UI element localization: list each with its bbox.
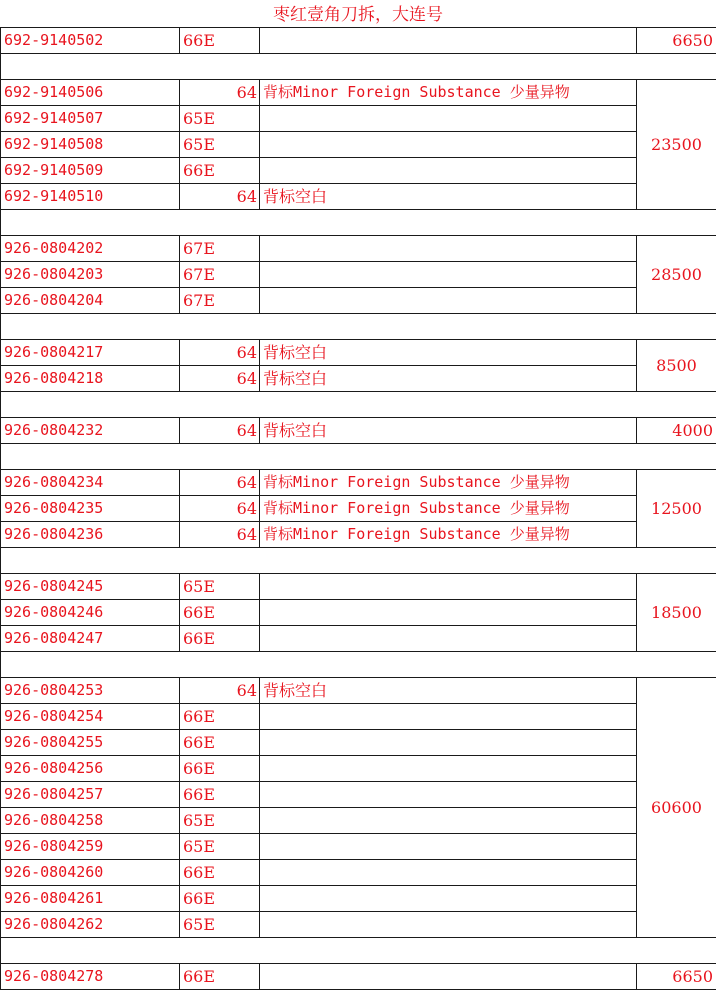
table-row xyxy=(1,262,716,288)
grade-cell[interactable]: 66E xyxy=(180,964,260,990)
note-cell[interactable]: 背标空白 xyxy=(260,366,637,392)
serial-number-cell[interactable]: 926-0804256 xyxy=(1,756,180,782)
serial-number-cell[interactable]: 692-9140507 xyxy=(1,106,180,132)
grade-cell[interactable]: 64 xyxy=(180,340,260,366)
grade-cell[interactable]: 64 xyxy=(180,418,260,444)
note-cell[interactable] xyxy=(260,808,637,834)
note-cell[interactable] xyxy=(260,782,637,808)
serial-number-cell[interactable]: 692-9140509 xyxy=(1,158,180,184)
price-cell[interactable]: 12500 xyxy=(637,470,716,548)
note-cell[interactable] xyxy=(260,132,637,158)
serial-number-cell[interactable]: 926-0804234 xyxy=(1,470,180,496)
price-cell[interactable]: 60600 xyxy=(637,678,716,938)
table-row xyxy=(1,158,716,184)
grade-cell[interactable]: 66E xyxy=(180,782,260,808)
grade-cell[interactable]: 66E xyxy=(180,730,260,756)
note-cell[interactable]: 背标空白 xyxy=(260,418,637,444)
table-row xyxy=(1,886,716,912)
grade-cell[interactable]: 66E xyxy=(180,860,260,886)
grade-cell[interactable]: 65E xyxy=(180,132,260,158)
grade-cell[interactable]: 66E xyxy=(180,626,260,652)
serial-number-cell[interactable]: 926-0804232 xyxy=(1,418,180,444)
table-row xyxy=(1,288,716,314)
price-cell[interactable]: 8500 xyxy=(637,340,716,392)
note-cell[interactable] xyxy=(260,288,637,314)
grade-cell[interactable]: 64 xyxy=(180,366,260,392)
table-row xyxy=(1,808,716,834)
note-cell[interactable] xyxy=(260,600,637,626)
table-row xyxy=(1,964,716,990)
separator-cell xyxy=(1,938,716,964)
note-cell[interactable]: 背标Minor Foreign Substance 少量异物 xyxy=(260,80,637,106)
serial-number-cell[interactable]: 926-0804259 xyxy=(1,834,180,860)
grade-cell[interactable]: 64 xyxy=(180,470,260,496)
serial-number-cell[interactable]: 926-0804235 xyxy=(1,496,180,522)
note-cell[interactable] xyxy=(260,886,637,912)
price-cell[interactable]: 28500 xyxy=(637,236,716,314)
table-row xyxy=(1,340,716,366)
note-cell[interactable] xyxy=(260,236,637,262)
table-row xyxy=(1,28,716,54)
serial-number-cell[interactable]: 926-0804260 xyxy=(1,860,180,886)
table-row xyxy=(1,704,716,730)
separator-row xyxy=(1,210,716,236)
note-cell[interactable]: 背标Minor Foreign Substance 少量异物 xyxy=(260,470,637,496)
price-cell[interactable]: 6650 xyxy=(637,28,716,54)
serial-number-cell[interactable]: 692-9140506 xyxy=(1,80,180,106)
serial-number-cell[interactable]: 926-0804254 xyxy=(1,704,180,730)
price-cell[interactable]: 23500 xyxy=(637,80,716,210)
separator-cell xyxy=(1,548,716,574)
note-cell[interactable]: 背标空白 xyxy=(260,184,637,210)
separator-cell xyxy=(1,652,716,678)
serial-number-cell[interactable]: 926-0804261 xyxy=(1,886,180,912)
serial-number-cell[interactable]: 926-0804218 xyxy=(1,366,180,392)
table-row xyxy=(1,470,716,496)
separator-row xyxy=(1,444,716,470)
grade-cell[interactable]: 66E xyxy=(180,158,260,184)
note-cell[interactable]: 背标空白 xyxy=(260,678,637,704)
note-cell[interactable] xyxy=(260,28,637,54)
separator-row xyxy=(1,392,716,418)
serial-number-cell[interactable]: 926-0804236 xyxy=(1,522,180,548)
table-row xyxy=(1,80,716,106)
sheet-title: 枣红壹角刀拆，大连号 xyxy=(0,3,716,27)
serial-number-cell[interactable]: 926-0804202 xyxy=(1,236,180,262)
table-row xyxy=(1,860,716,886)
serial-number-cell[interactable]: 926-0804278 xyxy=(1,964,180,990)
grade-cell[interactable]: 66E xyxy=(180,600,260,626)
separator-row xyxy=(1,652,716,678)
serial-number-cell[interactable]: 926-0804257 xyxy=(1,782,180,808)
grade-cell[interactable]: 64 xyxy=(180,678,260,704)
table-row xyxy=(1,496,716,522)
table-row xyxy=(1,418,716,444)
grade-cell[interactable]: 65E xyxy=(180,912,260,938)
table-row xyxy=(1,600,716,626)
note-cell[interactable] xyxy=(260,262,637,288)
grade-cell[interactable]: 66E xyxy=(180,886,260,912)
grade-cell[interactable]: 66E xyxy=(180,756,260,782)
table-row xyxy=(1,106,716,132)
table-row xyxy=(1,730,716,756)
table-row xyxy=(1,834,716,860)
grade-cell[interactable]: 65E xyxy=(180,106,260,132)
note-cell[interactable] xyxy=(260,158,637,184)
table-row xyxy=(1,574,716,600)
table-row xyxy=(1,912,716,938)
price-cell[interactable]: 18500 xyxy=(637,574,716,652)
note-cell[interactable]: 背标Minor Foreign Substance 少量异物 xyxy=(260,496,637,522)
table-row xyxy=(1,184,716,210)
grade-cell[interactable]: 64 xyxy=(180,522,260,548)
note-cell[interactable] xyxy=(260,964,637,990)
table-row xyxy=(1,678,716,704)
separator-cell xyxy=(1,392,716,418)
note-cell[interactable] xyxy=(260,704,637,730)
separator-cell xyxy=(1,314,716,340)
table-row xyxy=(1,236,716,262)
price-cell[interactable]: 6650 xyxy=(637,964,716,990)
serial-number-cell[interactable]: 926-0804204 xyxy=(1,288,180,314)
note-cell[interactable] xyxy=(260,574,637,600)
note-cell[interactable] xyxy=(260,730,637,756)
grade-cell[interactable]: 64 xyxy=(180,496,260,522)
serial-number-cell[interactable]: 692-9140508 xyxy=(1,132,180,158)
serial-number-cell[interactable]: 926-0804262 xyxy=(1,912,180,938)
table-row xyxy=(1,626,716,652)
serial-number-cell[interactable]: 926-0804247 xyxy=(1,626,180,652)
table-row xyxy=(1,756,716,782)
grade-cell[interactable]: 65E xyxy=(180,574,260,600)
separator-row xyxy=(1,548,716,574)
serial-number-cell[interactable]: 926-0804258 xyxy=(1,808,180,834)
note-cell[interactable] xyxy=(260,860,637,886)
serial-number-cell[interactable]: 926-0804253 xyxy=(1,678,180,704)
grade-cell[interactable]: 65E xyxy=(180,834,260,860)
banknote-table-body xyxy=(1,28,716,990)
separator-row xyxy=(1,314,716,340)
note-cell[interactable]: 背标Minor Foreign Substance 少量异物 xyxy=(260,522,637,548)
note-cell[interactable] xyxy=(260,626,637,652)
serial-number-cell[interactable]: 926-0804255 xyxy=(1,730,180,756)
grade-cell[interactable]: 67E xyxy=(180,262,260,288)
serial-number-cell[interactable]: 926-0804203 xyxy=(1,262,180,288)
note-cell[interactable]: 背标空白 xyxy=(260,340,637,366)
separator-cell xyxy=(1,54,716,80)
grade-cell[interactable]: 64 xyxy=(180,184,260,210)
serial-number-cell[interactable]: 926-0804217 xyxy=(1,340,180,366)
price-cell[interactable]: 4000 xyxy=(637,418,716,444)
table-row xyxy=(1,132,716,158)
table-row xyxy=(1,366,716,392)
serial-number-cell[interactable]: 926-0804246 xyxy=(1,600,180,626)
note-cell[interactable] xyxy=(260,106,637,132)
serial-number-cell[interactable]: 926-0804245 xyxy=(1,574,180,600)
separator-cell xyxy=(1,210,716,236)
separator-row xyxy=(1,54,716,80)
grade-cell[interactable]: 64 xyxy=(180,80,260,106)
serial-number-cell[interactable]: 692-9140510 xyxy=(1,184,180,210)
note-cell[interactable] xyxy=(260,756,637,782)
grade-cell[interactable]: 67E xyxy=(180,236,260,262)
table-row xyxy=(1,522,716,548)
separator-cell xyxy=(1,444,716,470)
serial-number-cell[interactable]: 692-9140502 xyxy=(1,28,180,54)
table-row xyxy=(1,782,716,808)
grade-cell[interactable]: 66E xyxy=(180,28,260,54)
grade-cell[interactable]: 66E xyxy=(180,704,260,730)
grade-cell[interactable]: 67E xyxy=(180,288,260,314)
note-cell[interactable] xyxy=(260,912,637,938)
separator-row xyxy=(1,938,716,964)
banknote-table xyxy=(0,27,716,990)
note-cell[interactable] xyxy=(260,834,637,860)
grade-cell[interactable]: 65E xyxy=(180,808,260,834)
